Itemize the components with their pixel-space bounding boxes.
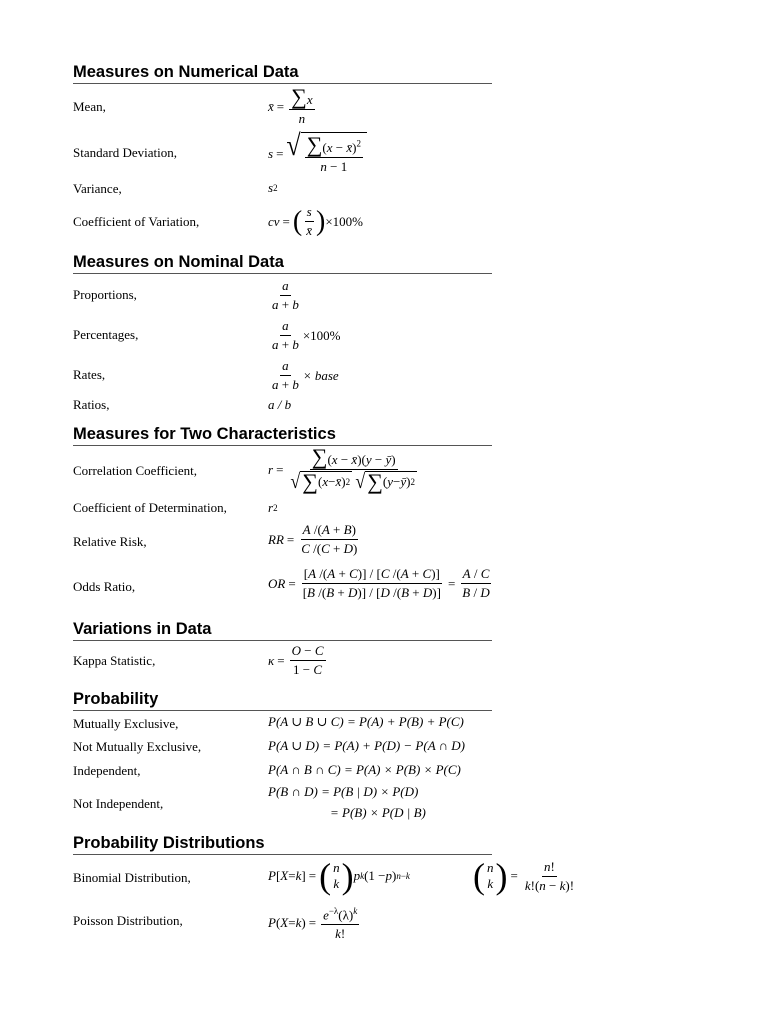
label-determination: Coefficient of Determination, [73, 500, 227, 515]
section-heading-nominal: Measures on Nominal Data [73, 252, 492, 274]
formula-binomial-coefficient: ( n k ) = $\frac{n!}{k!(n - k)!}$ [473, 856, 575, 896]
section-heading-numerical: Measures on Numerical Data [73, 62, 492, 84]
label-not-mutually-exclusive: Not Mutually Exclusive, [73, 739, 202, 754]
formula-not-mutually-exclusive: P(A ∪ D) = P(A) + P(D) − P(A ∩ D) [268, 738, 466, 753]
formula-standard-deviation: s = √ $\frac{\sum(x - x̄)^2}{n - 1}$ [268, 132, 367, 175]
formula-relative-risk: RR = $\frac{A /(A + B)}{C /(C + D)}$ [268, 522, 358, 556]
formula-not-independent-1: P(B ∩ D) = P(B | D) × P(D) [268, 784, 419, 799]
formula-rates: $\frac{a}{a + b}$ × base [272, 358, 339, 392]
label-rates: Rates, [73, 367, 106, 382]
label-standard-deviation: Standard Deviation, [73, 145, 177, 160]
label-correlation: Correlation Coefficient, [73, 463, 197, 478]
formula-mean: x̄ = $\frac{\sum x}{n}$ [268, 84, 313, 126]
label-relative-risk: Relative Risk, [73, 534, 147, 549]
label-poisson: Poisson Distribution, [73, 913, 183, 928]
label-mean: Mean, [73, 99, 106, 114]
formula-percentages: $\frac{a}{a + b}$ ×100% [272, 318, 341, 352]
formula-poisson: P ( X = k ) = $\frac{e^{-\lambda}(\lambda)^k}{k!}$ [268, 903, 361, 942]
formula-not-independent-2: = P(B) × P(D | B) [330, 805, 426, 820]
formula-correlation: r = ∑(x − x̄)(y − ȳ) √ ∑ ( x − x̄ ) 2 √ ∑ ( y − ȳ ) 2 [268, 444, 415, 494]
formula-odds-ratio: OR = $\frac{[A /(A + C)] / [C /(A + C)]}{[B /(B + D)] / [D /(B + D)]}$ = $\frac{A / C}{B / D}$ [268, 566, 490, 600]
formula-variance: s 2 [268, 180, 278, 195]
formula-determination: r 2 [268, 500, 278, 515]
formula-kappa: κ = $\frac{O - C}{1 - C}$ [268, 643, 324, 677]
label-not-independent: Not Independent, [73, 796, 164, 811]
formula-ratios: a / b [268, 397, 292, 412]
label-percentages: Percentages, [73, 327, 139, 342]
formula-proportions: $\frac{a}{a + b}$ [272, 278, 299, 312]
label-independent: Independent, [73, 763, 141, 778]
label-ratios: Ratios, [73, 397, 110, 412]
label-kappa: Kappa Statistic, [73, 653, 156, 668]
label-proportions: Proportions, [73, 287, 137, 302]
formula-mutually-exclusive: P(A ∪ B ∪ C) = P(A) + P(B) + P(C) [268, 714, 464, 729]
formula-independent: P(A ∩ B ∩ C) = P(A) × P(B) × P(C) [268, 762, 461, 777]
section-heading-variations: Variations in Data [73, 619, 492, 641]
section-heading-distributions: Probability Distributions [73, 833, 492, 855]
label-variance: Variance, [73, 181, 122, 196]
formula-coefficient-of-variation: cv = ( $\frac{s}{x̄}$ ) ×100% [268, 204, 363, 238]
label-binomial: Binomial Distribution, [73, 870, 191, 885]
label-mutually-exclusive: Mutually Exclusive, [73, 716, 179, 731]
section-heading-probability: Probability [73, 689, 492, 711]
label-coefficient-of-variation: Coefficient of Variation, [73, 214, 200, 229]
formula-binomial: P [ X = k ] = ( n k ) p k (1 − p ) n−k [268, 856, 410, 896]
label-odds-ratio: Odds Ratio, [73, 579, 136, 594]
section-heading-two-characteristics: Measures for Two Characteristics [73, 424, 492, 446]
